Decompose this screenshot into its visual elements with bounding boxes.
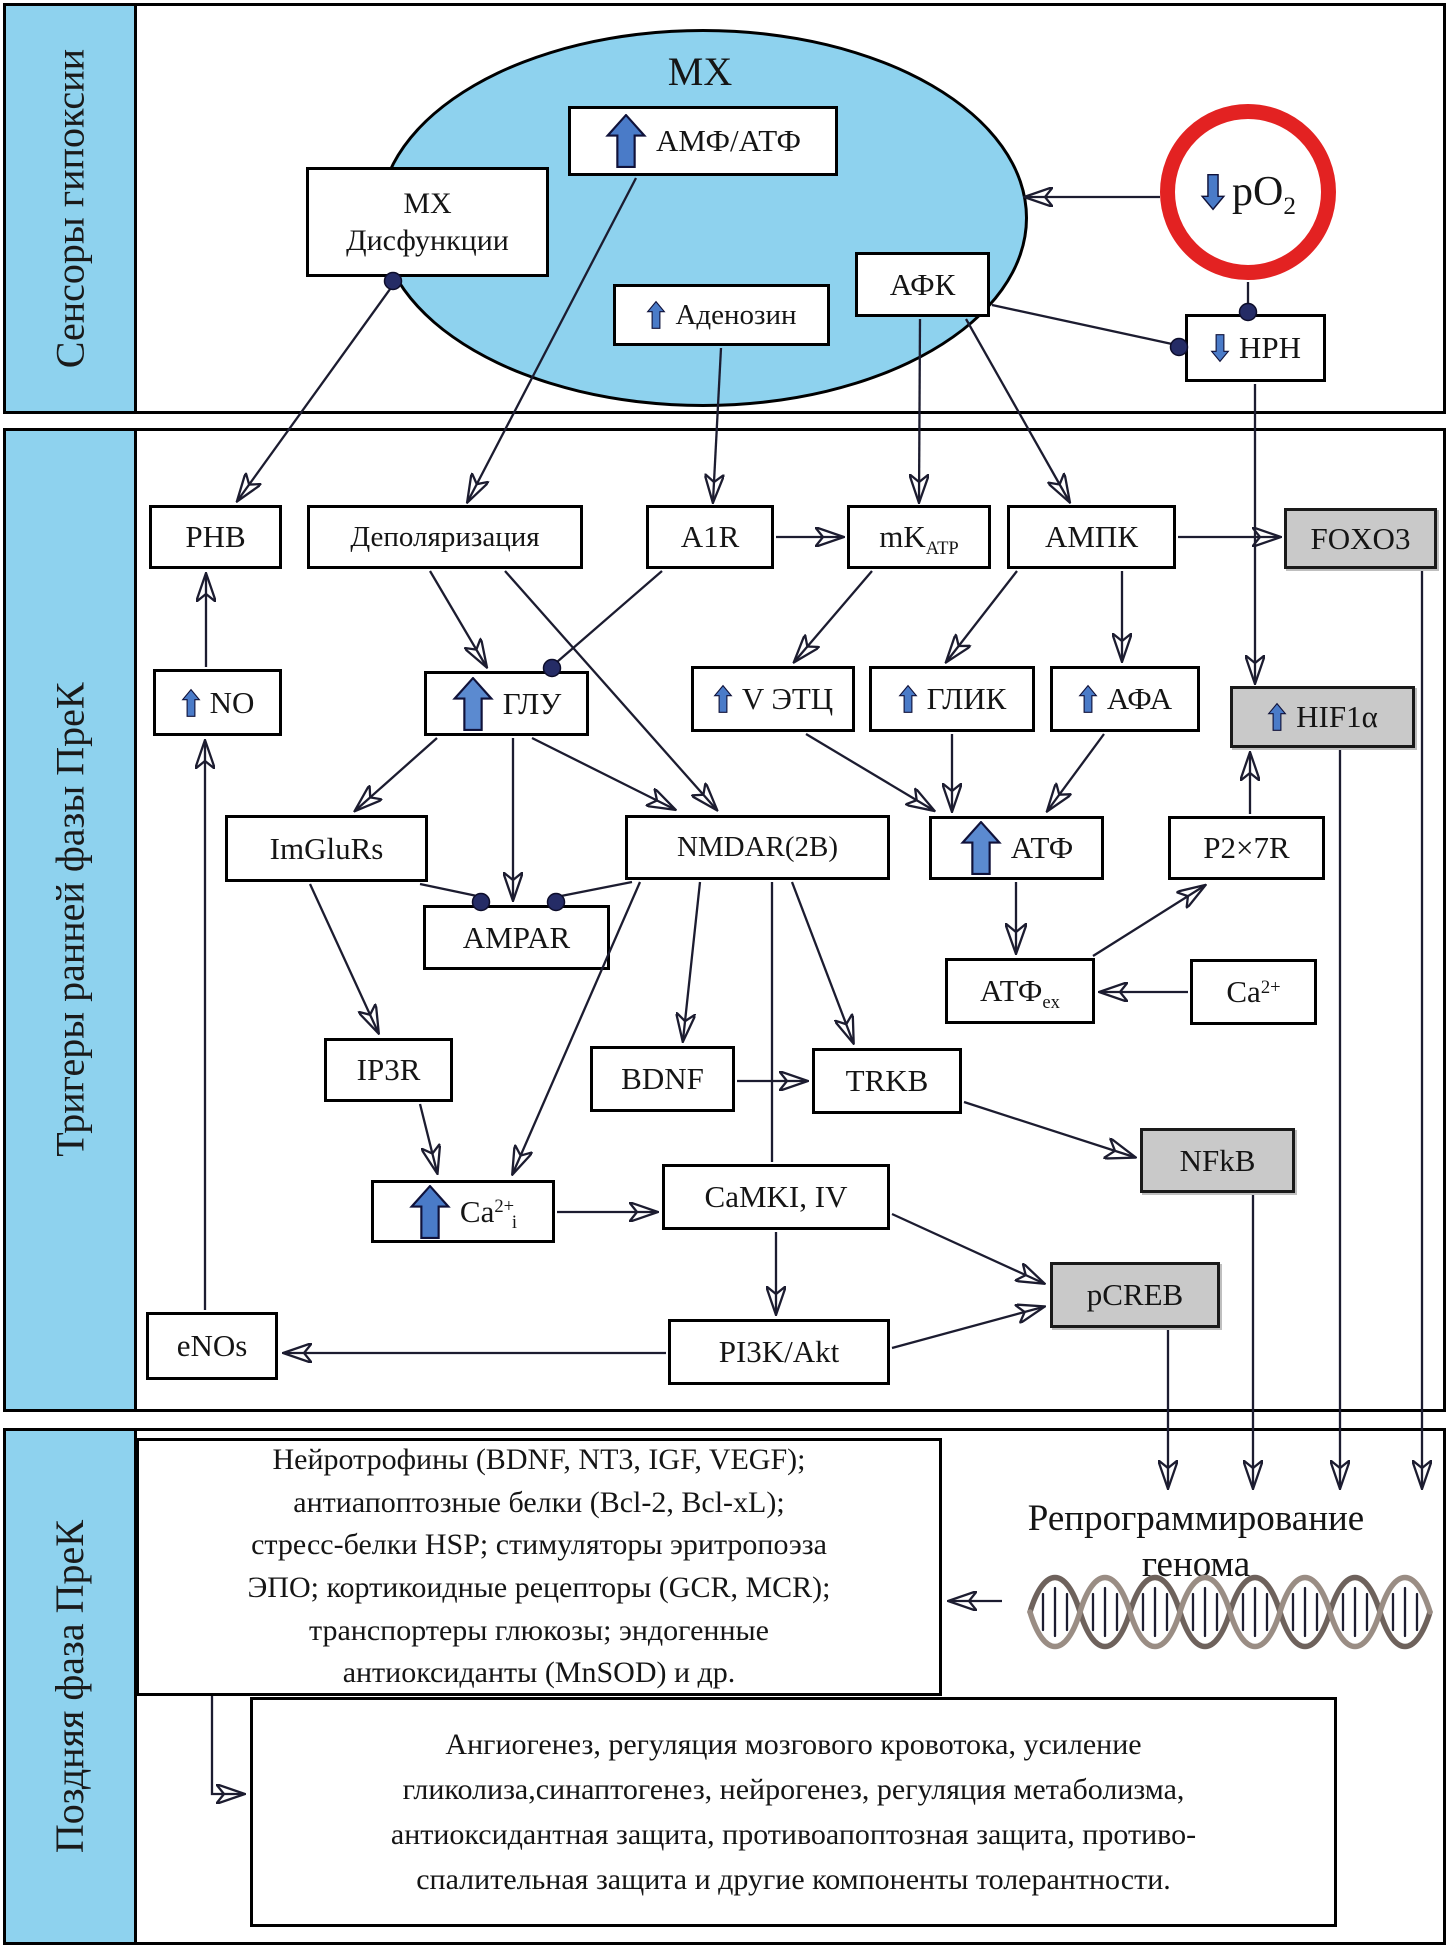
node-ip3r bbox=[324, 1038, 453, 1102]
node-p2x7r bbox=[1168, 816, 1325, 880]
outcomes-line: Ангиогенез, регуляция мозгового кровотока, усиление bbox=[445, 1728, 1142, 1761]
node-atp-ex bbox=[945, 958, 1095, 1024]
increase-arrow-icon bbox=[1078, 677, 1098, 721]
increase-arrow-icon bbox=[960, 821, 1002, 875]
decrease-arrow-icon bbox=[1210, 326, 1230, 370]
decrease-arrow-icon bbox=[1200, 162, 1226, 222]
node-ca-ext-label: $Ca^{2+}$ bbox=[1226, 974, 1281, 1009]
node-atp bbox=[929, 816, 1104, 880]
proteins-line: антиоксиданты (MnSOD) и др. bbox=[342, 1656, 736, 1690]
node-trkb bbox=[812, 1048, 962, 1114]
protective-proteins-box bbox=[136, 1438, 942, 1696]
node-ros bbox=[855, 252, 990, 317]
node-ca-i bbox=[371, 1180, 555, 1243]
node-foxo3 bbox=[1284, 508, 1437, 569]
mitochondria-label: МХ bbox=[667, 49, 733, 94]
node-afa bbox=[1050, 666, 1200, 732]
proteins-line: антиапоптозные белки (Bcl-2, Bcl-xL); bbox=[293, 1485, 785, 1519]
node-adenosine bbox=[613, 284, 830, 346]
node-ip3r-label: IP3R bbox=[356, 1052, 421, 1087]
node-p2x7r-label: P2×7R bbox=[1203, 830, 1290, 865]
node-foxo3-label: FOXO3 bbox=[1310, 520, 1411, 556]
node-mx-dysfunction bbox=[306, 167, 549, 277]
node-rnv-label: РНВ bbox=[185, 519, 246, 554]
node-nfkb bbox=[1140, 1128, 1295, 1193]
node-vetc bbox=[691, 666, 855, 732]
outcomes-line: гликолиза,синаптогенез, нейрогенез, регуляция метаболизма, bbox=[402, 1773, 1185, 1806]
tolerance-outcomes-box bbox=[250, 1697, 1337, 1927]
node-a1r-label: A1R bbox=[680, 519, 740, 554]
node-no bbox=[153, 669, 282, 736]
node-mkatp-label: $mK_{ATP}$ bbox=[879, 519, 959, 559]
node-mkatp bbox=[847, 505, 991, 569]
node-hif1a bbox=[1230, 686, 1415, 748]
proteins-line: ЭПО; кортикоидные рецепторы (GCR, MCR); bbox=[247, 1571, 831, 1604]
increase-arrow-icon bbox=[452, 677, 494, 731]
increase-arrow-icon bbox=[1267, 695, 1287, 739]
node-pcreb bbox=[1050, 1262, 1220, 1328]
node-atp-ex-label: $АТФ_{ex}$ bbox=[980, 973, 1060, 1013]
node-glik bbox=[869, 666, 1035, 732]
genome-reprogramming-label: Репрограммирование генома bbox=[1027, 1498, 1365, 1586]
node-nfkb-label: NFkB bbox=[1179, 1142, 1256, 1178]
node-imglurs bbox=[225, 815, 428, 882]
band-early-triggers bbox=[6, 431, 137, 1409]
po2-indicator bbox=[1160, 104, 1336, 280]
section-label-late: Поздняя фаза ПреК bbox=[47, 1519, 93, 1854]
increase-arrow-icon bbox=[181, 681, 201, 725]
node-depolarization bbox=[307, 505, 583, 569]
node-no-label: NO bbox=[209, 684, 255, 720]
node-afa-label: АФА bbox=[1106, 681, 1173, 716]
node-nmdar bbox=[625, 815, 890, 880]
node-ampk-label: АМПК bbox=[1044, 519, 1138, 554]
increase-arrow-icon bbox=[646, 293, 666, 337]
node-glu bbox=[424, 671, 589, 736]
node-vetc-label: V ЭТЦ bbox=[741, 681, 834, 716]
band-hypoxia-sensors bbox=[6, 6, 137, 411]
node-enos-label: eNOs bbox=[176, 1328, 248, 1363]
node-nrn bbox=[1185, 314, 1326, 382]
section-label-sensors: Сенсоры гипоксии bbox=[47, 48, 93, 369]
node-ampk bbox=[1007, 505, 1176, 569]
proteins-line: стресс-белки HSP; стимуляторы эритропоэза bbox=[251, 1528, 827, 1562]
node-mx-dysfunction-line2: Дисфункции bbox=[346, 224, 509, 257]
node-bdnf bbox=[590, 1046, 735, 1112]
increase-arrow-icon bbox=[713, 677, 733, 721]
node-amp-atp bbox=[568, 106, 838, 176]
node-pi3k bbox=[668, 1319, 890, 1385]
increase-arrow-icon bbox=[898, 677, 918, 721]
section-early-triggers bbox=[3, 428, 1446, 1412]
node-ampar bbox=[423, 905, 610, 970]
node-ca-ext bbox=[1190, 959, 1317, 1025]
node-hif1a-label: HIF1α bbox=[1296, 699, 1378, 734]
proteins-line: Нейротрофины (BDNF, NT3, IGF, VEGF); bbox=[272, 1443, 806, 1477]
node-bdnf-label: BDNF bbox=[621, 1061, 704, 1096]
node-mx-dysfunction-line1: МХ bbox=[403, 186, 452, 220]
outcomes-line: антиоксидантная защита, противоапоптозная защита, противо- bbox=[390, 1818, 1197, 1851]
outcomes-line: спалительная защита и другие компоненты толерантности. bbox=[416, 1863, 1171, 1896]
node-amp-atp-label: АМФ/АТФ bbox=[655, 123, 802, 158]
proteins-line: транспортеры глюкозы; эндогенные bbox=[309, 1613, 769, 1647]
node-enos bbox=[146, 1312, 278, 1380]
node-camk bbox=[662, 1164, 890, 1230]
increase-arrow-icon bbox=[605, 114, 647, 168]
node-nmdar-label: NMDAR(2B) bbox=[676, 831, 839, 863]
node-camk-label: CaMKI, IV bbox=[704, 1179, 848, 1214]
node-imglurs-label: ImGluRs bbox=[269, 830, 384, 866]
node-glu-label: ГЛУ bbox=[502, 685, 562, 721]
band-late-phase bbox=[6, 1431, 137, 1942]
node-a1r bbox=[646, 505, 774, 569]
node-ros-label: АФК bbox=[889, 266, 956, 302]
node-pi3k-label: PI3K/Akt bbox=[718, 1334, 840, 1369]
node-nrn-label: НРН bbox=[1238, 330, 1301, 365]
section-label-triggers: Тригеры ранней фазы ПреК bbox=[47, 682, 93, 1158]
node-adenosine-label: Аденозин bbox=[675, 298, 797, 331]
increase-arrow-icon bbox=[409, 1185, 451, 1239]
po2-label: $pO_2$ bbox=[1232, 169, 1296, 220]
node-ampar-label: AMPAR bbox=[462, 919, 571, 955]
node-rnv bbox=[149, 505, 282, 569]
node-trkb-label: TRKB bbox=[845, 1063, 929, 1098]
node-atp-label: АТФ bbox=[1010, 830, 1074, 865]
node-depolarization-label: Деполяризация bbox=[350, 520, 540, 553]
node-pcreb-label: pCREB bbox=[1086, 1277, 1184, 1312]
node-ca-i-label: $Ca^{2+}_i$ bbox=[459, 1193, 518, 1233]
node-glik-label: ГЛИК bbox=[926, 681, 1007, 716]
